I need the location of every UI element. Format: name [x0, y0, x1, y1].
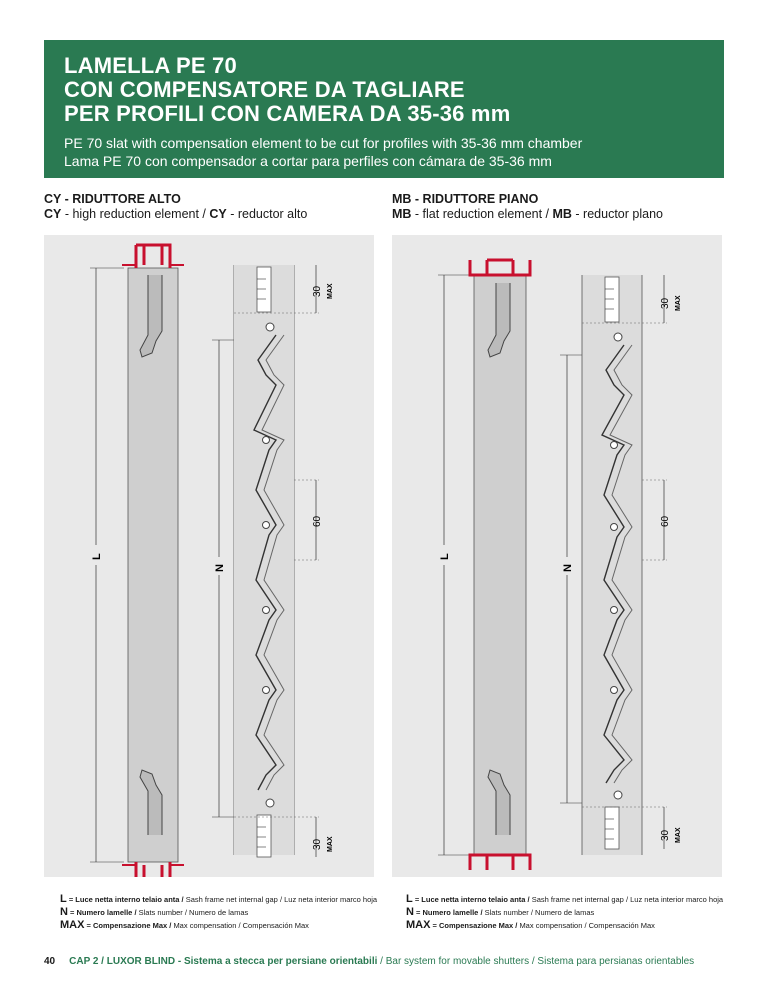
- section-title-cy: [44, 192, 307, 222]
- dim-30-bottom: 30: [312, 838, 323, 850]
- bottom-ruler: [257, 815, 271, 857]
- page-title: [64, 54, 704, 126]
- legend-n-rest: Slats number / Numero de lamas: [138, 908, 249, 917]
- section-title-mb: [392, 192, 663, 222]
- dim-30-top: 30: [660, 297, 671, 309]
- code-b: CY: [209, 207, 227, 221]
- dim-max-bottom: MAX: [327, 836, 334, 852]
- technical-drawing-cy: [44, 235, 374, 877]
- code: MB: [392, 192, 412, 206]
- legend-n-key: N: [406, 906, 414, 918]
- top-reducer: [136, 245, 170, 268]
- chapter-translations: / Bar system for movable shutters / Sistema para persianas orientables: [377, 956, 695, 967]
- legend-max-rest: Max compensation / Compensación Max: [519, 921, 655, 930]
- title-line-1: LAMELLA PE 70: [64, 53, 237, 78]
- bottom-ruler: [605, 807, 619, 849]
- legend-mb: [406, 893, 723, 932]
- title: - RIDUTTORE PIANO: [411, 192, 539, 206]
- title-line-2: CON COMPENSATORE DA TAGLIARE: [64, 77, 465, 102]
- chapter-title: CAP 2 / LUXOR BLIND - Sistema a stecca per persiane orientabili: [69, 956, 378, 967]
- legend-n-key: N: [60, 906, 68, 918]
- slat-body: [474, 275, 526, 855]
- dim-max-top: MAX: [327, 283, 334, 299]
- label-n: N: [562, 564, 574, 572]
- page-footer: [44, 955, 734, 969]
- legend-max-rest: Max compensation / Compensación Max: [173, 921, 309, 930]
- code-b: MB: [552, 207, 572, 221]
- dim-60: 60: [660, 515, 671, 527]
- dim-60: 60: [312, 515, 323, 527]
- legend-max-it: = Compensazione Max /: [84, 921, 174, 930]
- drawing-panel-cy: [44, 235, 374, 877]
- page-number: 40: [44, 956, 56, 967]
- legend-l-key: L: [60, 893, 67, 905]
- top-reducer: [470, 260, 530, 275]
- label-l: L: [91, 553, 103, 560]
- legend-max-it: = Compensazione Max /: [430, 921, 520, 930]
- subtitle-en: PE 70 slat with compensation element to be cut for profiles with 35-36 mm chamber: [64, 135, 583, 151]
- legend-cy: [60, 893, 377, 932]
- technical-drawing-mb: [392, 235, 722, 877]
- top-ruler: [605, 277, 619, 322]
- legend-l-rest: Sash frame net internal gap / Luz neta interior marco hoja: [185, 895, 378, 904]
- code-a: CY: [44, 207, 62, 221]
- slat-body: [128, 268, 178, 862]
- header-banner: [44, 40, 724, 178]
- legend-l-key: L: [406, 893, 413, 905]
- drawing-panel-mb: [392, 235, 722, 877]
- text-b: - reductor plano: [571, 207, 663, 221]
- dim-max-bottom: MAX: [675, 827, 682, 843]
- legend-n-rest: Slats number / Numero de lamas: [484, 908, 595, 917]
- text-b: - reductor alto: [226, 207, 308, 221]
- top-ruler: [257, 267, 271, 312]
- label-l: L: [439, 553, 451, 560]
- label-n: N: [214, 564, 226, 572]
- code-a: MB: [392, 207, 412, 221]
- title: - RIDUTTORE ALTO: [61, 192, 181, 206]
- subtitle-es: Lama PE 70 con compensador a cortar para perfiles con cámara de 35-36 mm: [64, 153, 552, 169]
- legend-n-it: = Numero lamelle /: [67, 908, 139, 917]
- page-subtitle: [64, 134, 704, 170]
- legend-l-it: = Luce netta interno telaio anta /: [66, 895, 186, 904]
- dim-30-bottom: 30: [660, 829, 671, 841]
- legend-max-key: MAX: [406, 919, 431, 931]
- code: CY: [44, 192, 62, 206]
- legend-n-it: = Numero lamelle /: [413, 908, 485, 917]
- bottom-reducer: [470, 855, 530, 870]
- legend-l-it: = Luce netta interno telaio anta /: [412, 895, 532, 904]
- legend-max-key: MAX: [60, 919, 85, 931]
- bottom-reducer: [136, 862, 170, 877]
- text-a: - high reduction element /: [61, 207, 210, 221]
- title-line-3: PER PROFILI CON CAMERA DA 35-36 mm: [64, 101, 511, 126]
- dim-30-top: 30: [312, 285, 323, 297]
- legend-l-rest: Sash frame net internal gap / Luz neta interior marco hoja: [531, 895, 724, 904]
- text-a: - flat reduction element /: [411, 207, 553, 221]
- dim-max-top: MAX: [675, 295, 682, 311]
